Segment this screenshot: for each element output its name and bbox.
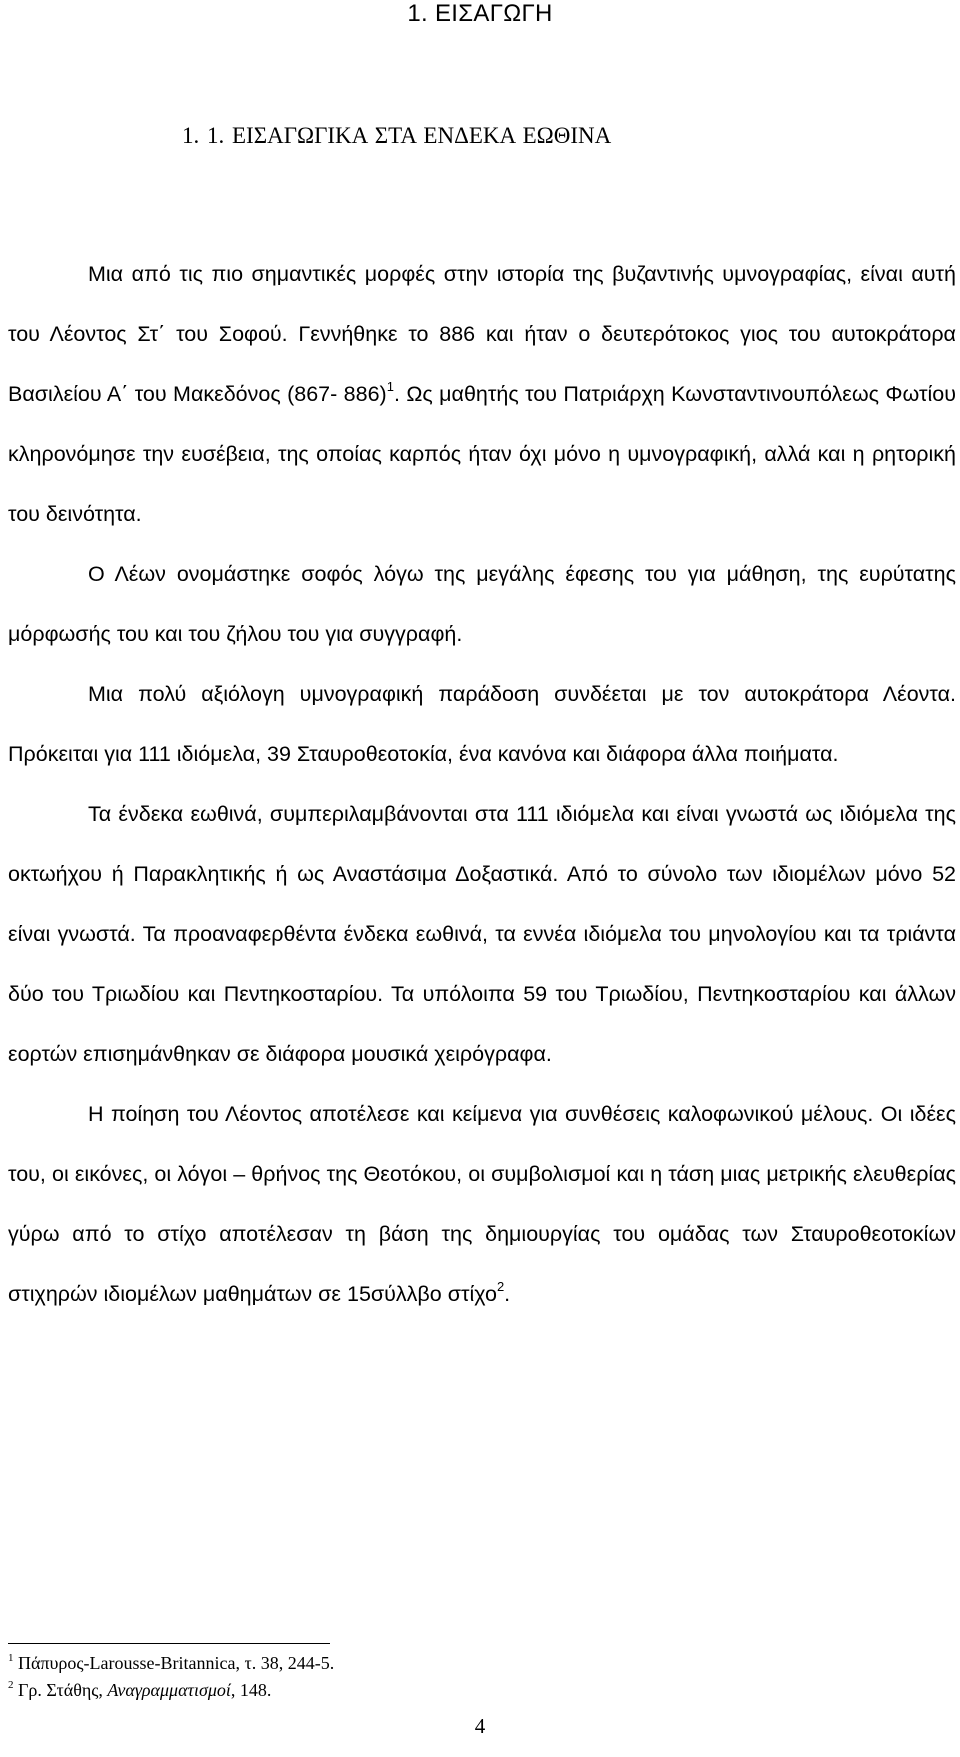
paragraph-2: Ο Λέων ονομάστηκε σοφός λόγω της μεγάλης έφεσης του για μάθηση, της ευρύτατης μόρφωσής του και του ζήλου του για συγγραφή. bbox=[8, 562, 956, 646]
footnote-2-text-after: , 148. bbox=[230, 1680, 272, 1700]
footnote-ref-2[interactable]: 2 bbox=[496, 1279, 505, 1294]
paragraph-5-text-b: . bbox=[504, 1282, 511, 1306]
footnote-2-title: Αναγραμματισμοί bbox=[107, 1680, 231, 1700]
paragraph-4: Τα ένδεκα εωθινά, συμπεριλαμβάνονται στα 111 ιδιόμελα και είναι γνωστά ως ιδιόμελα της οκτωήχου ή Παρακλητικής ή ως Αναστάσιμα Δοξαστικά. Από το σύνολο των ιδιομέλων μόνο 52 είναι γνωστά. Τα προαναφερθέντα ένδεκα εωθινά, τα εννέα ιδιόμελα του μηνολογίου και τα τριάντα δύο του Τριωδίου και Πεντηκοσταρίου. Τα υπόλοιπα 59 του Τριωδίου, Πεντηκοσταρίου και άλλων εορτών επισημάνθηκαν σε διάφορα μουσικά χειρόγραφα. bbox=[8, 802, 956, 1066]
page-number: 4 bbox=[474, 1714, 486, 1738]
footnote-separator bbox=[8, 1643, 330, 1644]
paragraph-1-text-b: . Ως μαθητής του Πατριάρχη Κωνσταντινουπόλεως Φωτίου κληρονόμησε την ευσέβεια, της οποίας καρπός ήταν όχι μόνο η υμνογραφική, αλλά και η ρητορική του δεινότητα. bbox=[8, 382, 956, 526]
footnote-1-text: Πάπυρος-Larousse-Britannica, τ. 38, 244-5. bbox=[18, 1653, 335, 1673]
paragraph-1 bbox=[8, 244, 956, 544]
chapter-title: 1. ΕΙΣΑΓΩΓΗ bbox=[407, 0, 553, 27]
footnotes bbox=[8, 1650, 908, 1704]
section-title: 1. 1. ΕΙΣΑΓΩΓΙΚΑ ΣΤΑ ΕΝΔΕΚΑ ΕΩΘΙΝΑ bbox=[182, 123, 612, 148]
footnote-1-marker: 1 bbox=[8, 1652, 14, 1664]
paragraph-3: Μια πολύ αξιόλογη υμνογραφική παράδοση συνδέεται με τον αυτοκράτορα Λέοντα. Πρόκειται για 111 ιδιόμελα, 39 Σταυροθεοτοκία, ένα κανόνα και διάφορα άλλα ποιήματα. bbox=[8, 682, 956, 766]
footnote-1 bbox=[8, 1650, 908, 1677]
footnote-2-marker: 2 bbox=[8, 1679, 14, 1691]
paragraph-1-text-a: Μια από τις πιο σημαντικές μορφές στην ιστορία της βυζαντινής υμνογραφίας, είναι αυτή του Λέοντος Στ΄ του Σοφού. Γεννήθηκε το 886 και ήταν ο δευτερότοκος γιος του αυτοκράτορα Βασιλείου Α΄ του Μακεδόνος (867- 886) bbox=[8, 262, 956, 406]
footnote-ref-1[interactable]: 1 bbox=[386, 379, 394, 394]
footnote-2-text-before: Γρ. Στάθης, bbox=[18, 1680, 108, 1700]
paragraph-5 bbox=[8, 1084, 956, 1324]
body-text bbox=[8, 244, 956, 1324]
footnote-2 bbox=[8, 1677, 908, 1704]
paragraph-5-text-a: Η ποίηση του Λέοντος αποτέλεσε και κείμενα για συνθέσεις καλοφωνικού μέλους. Οι ιδέες του, οι εικόνες, οι λόγοι – θρήνος της Θεοτόκου, οι συμβολισμοί και η τάση μιας μετρικής ελευθερίας γύρω από το στίχο αποτέλεσαν τη βάση της δημιουργίας του ομάδας των Σταυροθεοτοκίων στιχηρών ιδιομέλων μαθημάτων σε 15σύλλβο στίχο bbox=[8, 1102, 956, 1306]
